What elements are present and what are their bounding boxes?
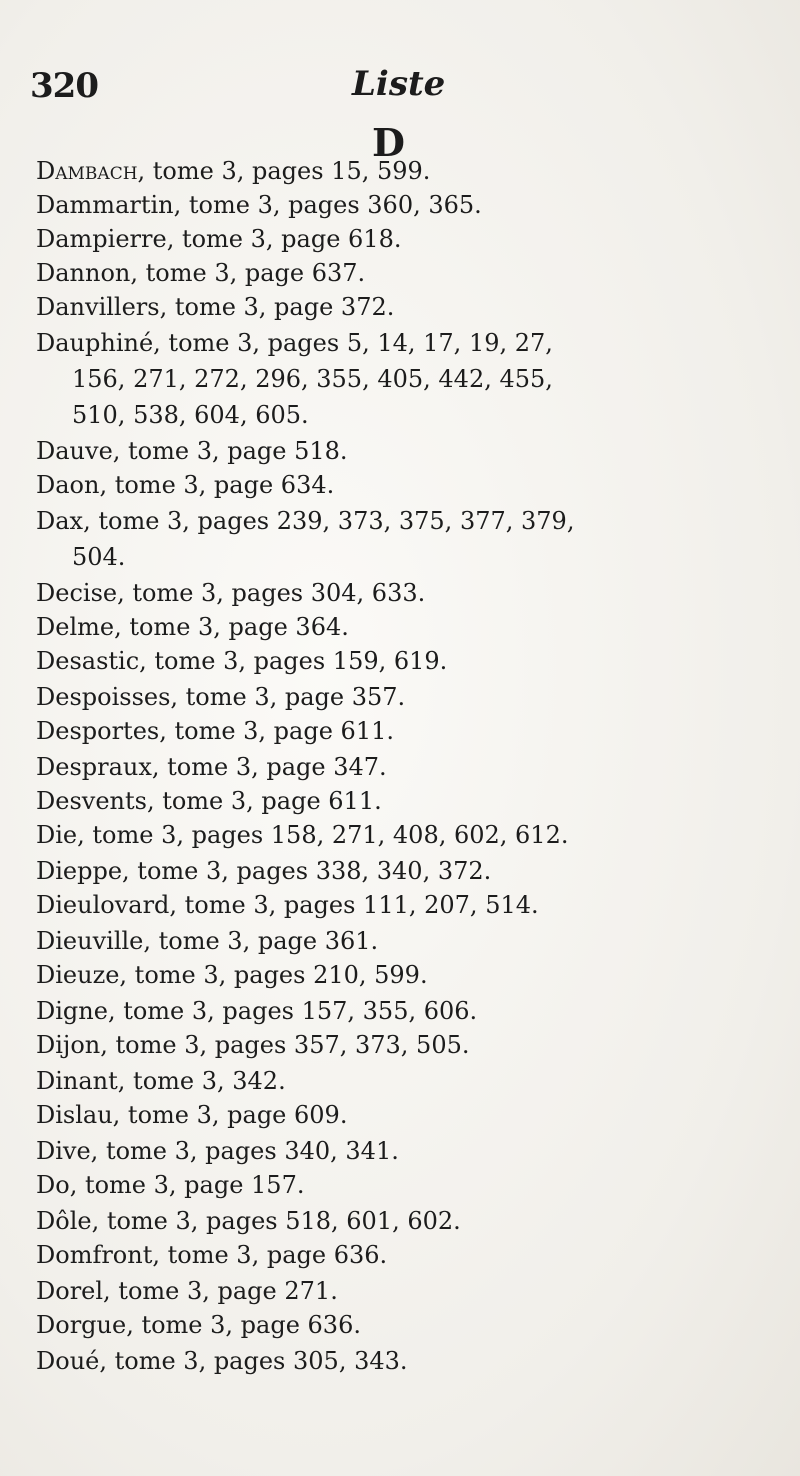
index-entry: Dauve, tome 3, page 518.: [36, 437, 348, 465]
index-entry-continuation: 504.: [72, 543, 126, 571]
index-entry-continuation: 510, 538, 604, 605.: [72, 401, 309, 429]
index-entry: Do, tome 3, page 157.: [36, 1171, 305, 1199]
index-entry: Desportes, tome 3, page 611.: [36, 717, 394, 745]
index-entry: Dorel, tome 3, page 271.: [36, 1277, 338, 1305]
index-entry: Dieppe, tome 3, pages 338, 340, 372.: [36, 857, 492, 885]
index-entry: Die, tome 3, pages 158, 271, 408, 602, 612.: [36, 821, 569, 849]
index-entry: Dive, tome 3, pages 340, 341.: [36, 1137, 399, 1165]
section-letter: D: [372, 120, 405, 165]
index-entry: Dax, tome 3, pages 239, 373, 375, 377, 379,: [36, 507, 575, 535]
index-entry: Doué, tome 3, pages 305, 343.: [36, 1347, 408, 1375]
index-entry: Digne, tome 3, pages 157, 355, 606.: [36, 997, 478, 1025]
index-entry: Decise, tome 3, pages 304, 633.: [36, 579, 426, 607]
index-entry: Despraux, tome 3, page 347.: [36, 753, 387, 781]
index-entry: Daon, tome 3, page 634.: [36, 471, 335, 499]
page-number: 320: [30, 66, 98, 106]
index-entry: Dieuze, tome 3, pages 210, 599.: [36, 961, 428, 989]
index-entry: Desastic, tome 3, pages 159, 619.: [36, 647, 448, 675]
index-entry: Dinant, tome 3, 342.: [36, 1067, 286, 1095]
index-entry: Dieulovard, tome 3, pages 111, 207, 514.: [36, 891, 539, 919]
index-entry-continuation: 156, 271, 272, 296, 355, 405, 442, 455,: [72, 365, 553, 393]
index-entry: Dorgue, tome 3, page 636.: [36, 1311, 361, 1339]
index-entry: Dislau, tome 3, page 609.: [36, 1101, 348, 1129]
index-entry: Despoisses, tome 3, page 357.: [36, 683, 406, 711]
index-entry: Dieuville, tome 3, page 361.: [36, 927, 379, 955]
index-entry: Danvillers, tome 3, page 372.: [36, 293, 395, 321]
index-entry: Desvents, tome 3, page 611.: [36, 787, 382, 815]
index-entry: Dôle, tome 3, pages 518, 601, 602.: [36, 1207, 461, 1235]
index-entry: Dampierre, tome 3, page 618.: [36, 225, 402, 253]
index-entry: Dijon, tome 3, pages 357, 373, 505.: [36, 1031, 470, 1059]
index-entry: Delme, tome 3, page 364.: [36, 613, 349, 641]
index-entry: Dauphiné, tome 3, pages 5, 14, 17, 19, 27,: [36, 329, 553, 357]
index-entry: Dambach, tome 3, pages 15, 599.: [36, 157, 431, 185]
entry-headword: Dambach: [36, 157, 138, 185]
index-entry: Dannon, tome 3, page 637.: [36, 259, 366, 287]
running-title: Liste: [352, 64, 446, 104]
index-entry: Dammartin, tome 3, pages 360, 365.: [36, 191, 482, 219]
index-entry: Domfront, tome 3, page 636.: [36, 1241, 388, 1269]
